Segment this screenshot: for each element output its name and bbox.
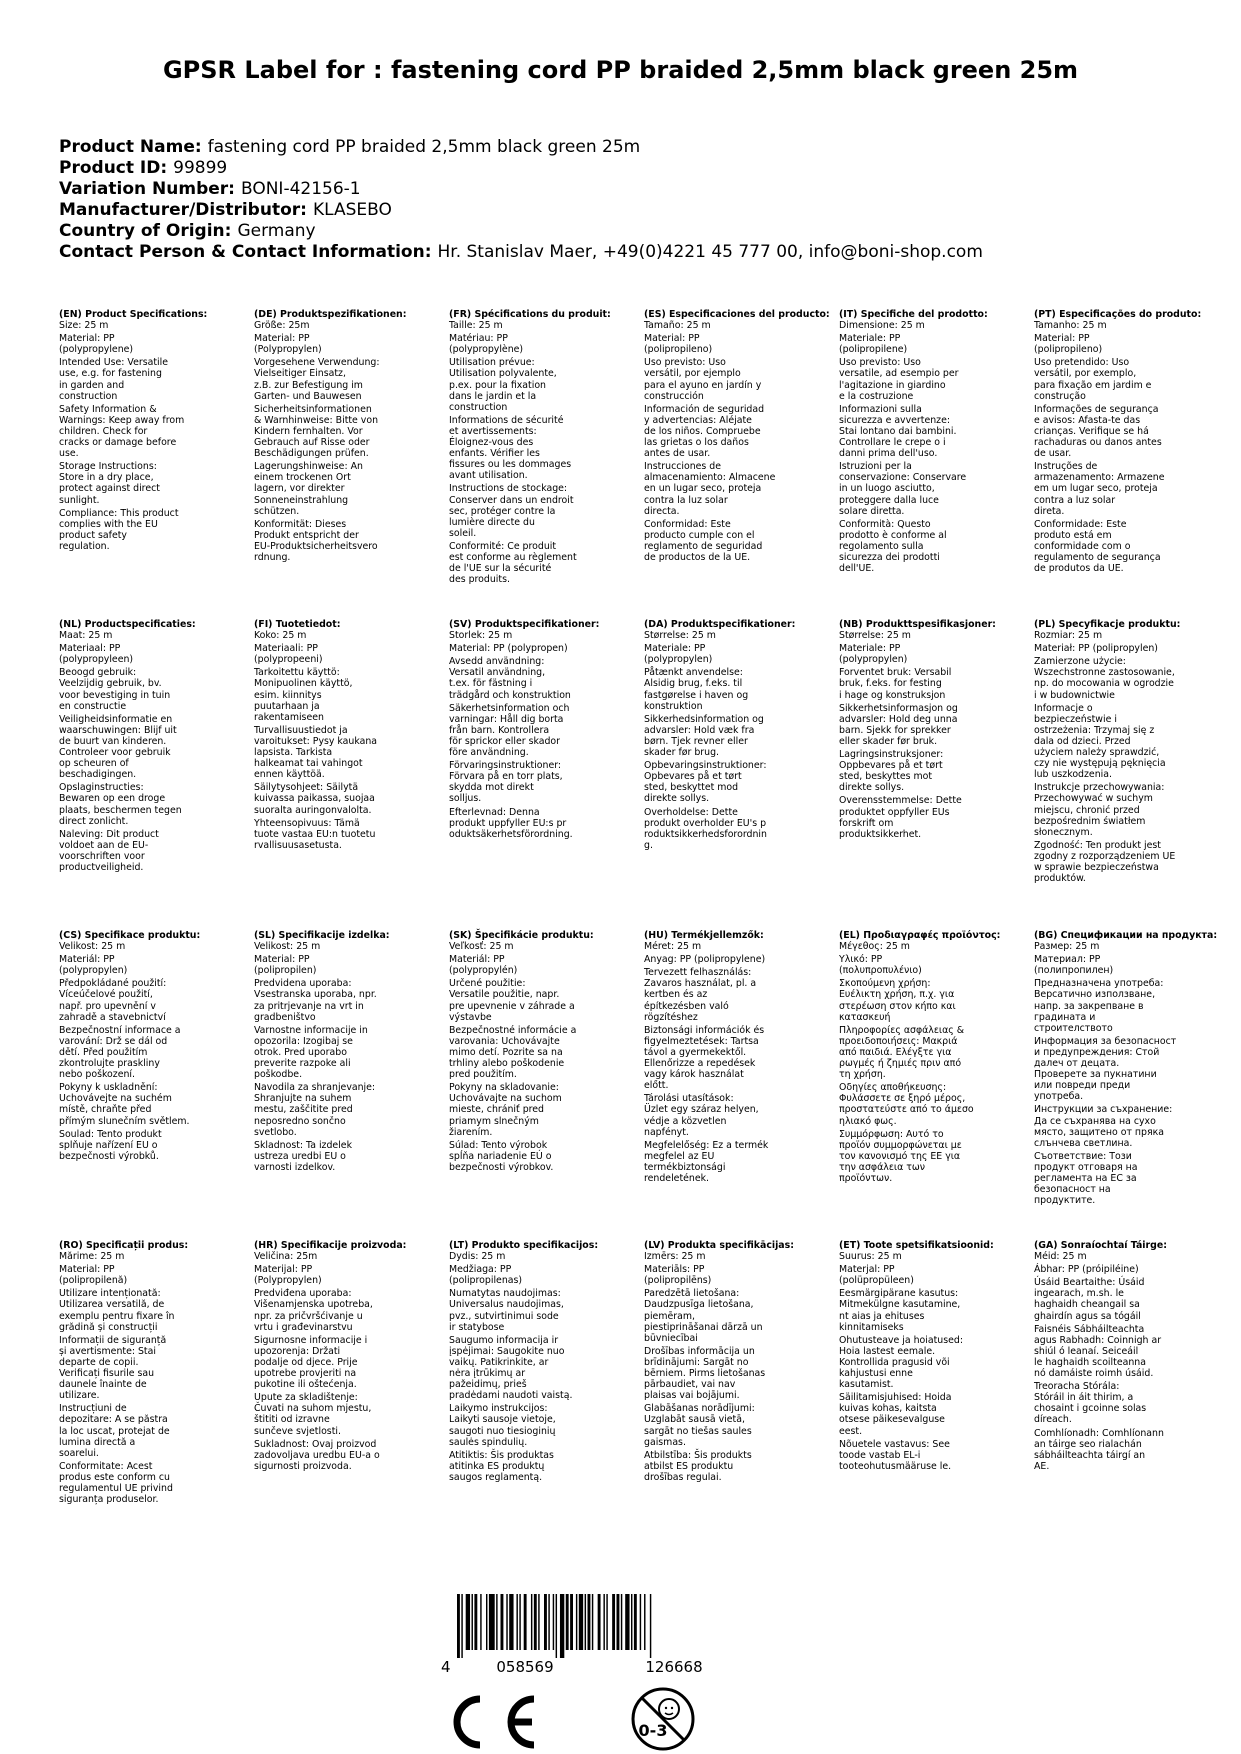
barcode-bar: [519, 1594, 520, 1650]
spec-paragraph: Πληροφορίες ασφάλειας & προειδοποιήσεις: Μακριά από παιδιά. Ελέγξτε για ρωγμές ή ζημιές πριν από τη χρήση.: [839, 1024, 965, 1081]
spec-heading: (LT) Produkto specifikacijos:: [449, 1240, 599, 1251]
info-value: BONI-42156-1: [240, 179, 361, 199]
spec-paragraph: Rozmiar: 25 m: [1034, 630, 1103, 642]
spec-block: [449, 619, 625, 842]
spec-paragraph: Méid: 25 m: [1034, 1251, 1087, 1263]
spec-paragraph: Overensstemmelse: Dette produktet oppfyller EUs forskrift om produktsikkerhet.: [839, 795, 962, 840]
info-label: Contact Person & Contact Information:: [59, 242, 432, 262]
info-label: Product ID:: [59, 158, 168, 178]
spec-paragraph: Bezpečnostné informácie a varovania: Uchovávajte mimo detí. Pozrite sa na trhliny alebo poškodenie pred použitím.: [449, 1024, 577, 1081]
spec-paragraph: Material: PP (polypropylene): [59, 333, 134, 356]
spec-paragraph: Beoogd gebruik: Veelzijdig gebruik, bv. voor bevestiging in tuin en constructie: [59, 667, 171, 712]
spec-paragraph: Veličina: 25m: [254, 1251, 318, 1263]
spec-heading: (CS) Specifikace produktu:: [59, 930, 201, 941]
barcode-bar: [524, 1594, 527, 1650]
spec-paragraph: Soulad: Tento produkt splňuje nařízení EU o bezpečnosti výrobků.: [59, 1128, 162, 1162]
spec-heading: (EL) Προδιαγραφές προϊόντος:: [839, 930, 1001, 941]
barcode-bar: [553, 1594, 554, 1650]
info-value: Hr. Stanislav Maer, +49(0)4221 45 777 00, info@boni-shop.com: [437, 242, 983, 262]
spec-paragraph: Megfelelőség: Ez a termék megfelel az EU termékbiztonsági rendeletének.: [644, 1139, 769, 1184]
spec-paragraph: Glabāšanas norādījumi: Uzglabāt sausā vietā, sargāt no tiešas saules gaismas.: [644, 1403, 755, 1448]
spec-paragraph: Numatytas naudojimas: Universalus naudojimas, pvz., sutvirtinimui sode ir statybose: [449, 1288, 564, 1333]
spec-paragraph: Instrukcje przechowywania: Przechowywać w suchym miejscu, chronić przed bezpośrednim światłem słonecznym.: [1034, 782, 1165, 838]
barcode-digits-right: 126668: [645, 1658, 703, 1674]
spec-paragraph: Zgodność: Ten produkt jest zgodny z rozporządzeniem UE w sprawie bezpieczeństwa produktów.: [1034, 839, 1176, 885]
spec-heading: (HU) Termékjellemzők:: [644, 930, 764, 941]
spec-block: [644, 1240, 820, 1485]
spec-paragraph: Material: PP (polypropen): [449, 643, 568, 655]
spec-paragraph: Μέγεθος: 25 m: [839, 941, 910, 953]
spec-paragraph: Συμμόρφωση: Αυτό το προϊόν συμμορφώνεται με τον κανονισμό της ΕΕ για την ασφάλεια των προϊόντων.: [839, 1128, 962, 1184]
spec-paragraph: Zamierzone użycie: Wszechstronne zastosowanie, np. do mocowania w ogrodzie i w budownictwie: [1034, 656, 1175, 701]
spec-block: [59, 1240, 235, 1507]
spec-paragraph: Yhteensopivuus: Tämä tuote vastaa EU:n tuotetu rvallisuusasetusta.: [254, 817, 376, 851]
barcode-bar: [612, 1594, 615, 1650]
barcode-bar: [606, 1594, 607, 1650]
spec-paragraph: Sigurnosne informacije i upozorenja: Držati podalje od djece. Prije upotrebe provjeriti na pukotine ili oštećenja.: [254, 1334, 368, 1391]
barcode-bar: [472, 1594, 473, 1650]
spec-block: [644, 309, 830, 565]
spec-paragraph: Medžiaga: PP (polipropilenas): [449, 1264, 523, 1287]
spec-paragraph: Säilytysohjeet: Säilytä kuivassa paikassa, suojaa suoralta auringonvalolta.: [254, 782, 375, 816]
barcode-bar: [466, 1594, 470, 1650]
spec-heading: (SV) Produktspecifikationer:: [449, 619, 600, 630]
spec-paragraph: Lagringsinstruksjoner: Oppbevares på et tørt sted, beskyttes mot direkte sollys.: [839, 749, 944, 794]
spec-block: [1034, 309, 1210, 576]
spec-paragraph: Ábhar: PP (próipiléine): [1034, 1264, 1139, 1276]
spec-paragraph: Předpokládané použití: Víceúčelové použití, např. pro upevnění v zahradě a stavebnictví: [59, 978, 167, 1023]
spec-heading: (FI) Tuotetiedot:: [254, 619, 341, 630]
spec-paragraph: Conformidade: Este produto está em conformidade com o regulamento de segurança de produtos da UE.: [1034, 518, 1161, 575]
spec-block: [839, 930, 1015, 1186]
age-warning-label: 0-3: [638, 1721, 668, 1740]
info-label: Product Name:: [59, 137, 202, 157]
spec-paragraph: Saugumo informacija ir įspėjimai: Saugokite nuo vaikų. Patikrinkite, ar nėra įtrūkimų ar pažeidimų, prieš pradėdami naudoti vaistą.: [449, 1334, 573, 1402]
spec-block: [254, 1240, 430, 1474]
barcode-bar: [474, 1594, 477, 1650]
spec-paragraph: Материал: PP (полипропилен): [1034, 954, 1114, 977]
barcode-bar: [556, 1594, 557, 1658]
spec-paragraph: Materiāls: PP (polipropilēns): [644, 1264, 712, 1287]
barcode-bar: [579, 1594, 583, 1650]
spec-paragraph: Materiale: PP (polypropylen): [644, 643, 713, 666]
barcode-bar: [531, 1594, 532, 1650]
spec-block: [59, 930, 235, 1164]
spec-paragraph: Material: PP (polipropileno): [1034, 333, 1103, 356]
spec-heading: (LV) Produkta specifikācijas:: [644, 1240, 794, 1251]
spec-paragraph: Skladnost: Ta izdelek ustreza uredbi EU o varnosti izdelkov.: [254, 1139, 353, 1173]
spec-paragraph: Tervezett felhasználás: Zavaros használat, pl. a kertben és az építkezésben való rögzítéshez: [644, 967, 757, 1023]
spec-paragraph: Materiál: PP (polypropylen): [59, 954, 128, 977]
spec-block: [59, 309, 235, 554]
barcode-bar: [631, 1594, 632, 1650]
spec-paragraph: Materiaal: PP (polypropyleen): [59, 643, 134, 666]
spec-paragraph: Material: PP (polipropileno): [644, 333, 713, 356]
barcode-bar: [576, 1594, 577, 1650]
contact-row: [59, 242, 983, 263]
spec-paragraph: Suurus: 25 m: [839, 1251, 902, 1263]
barcode-bar: [489, 1594, 495, 1650]
spec-paragraph: Dimensione: 25 m: [839, 320, 925, 332]
spec-block: [839, 309, 1015, 576]
barcode-digit-lead: 4: [441, 1658, 451, 1674]
spec-block: [839, 1240, 1015, 1474]
spec-paragraph: Laikymo instrukcijos: Laikyti sausoje vietoje, saugoti nuo tiesioginių saulės spindulių.: [449, 1403, 556, 1448]
spec-heading: (ES) Especificaciones del producto:: [644, 309, 830, 320]
barcode-bar: [506, 1594, 507, 1650]
spec-paragraph: Comhlíonadh: Comhlíonann an táirge seo rialachán sábháilteachta táirgí an AE.: [1034, 1427, 1164, 1472]
spec-paragraph: Tamanho: 25 m: [1034, 320, 1107, 332]
spec-paragraph: Инструкции за съхранение: Да се съхранява на сухо място, защитено от пряка слънчева светлина.: [1034, 1104, 1173, 1149]
spec-paragraph: Atbilstība: Šis produkts atbilst ES produktu drošības regulai.: [644, 1449, 752, 1483]
barcode-bar: [480, 1594, 481, 1650]
spec-paragraph: Lagerungshinweise: An einem trockenen Ort lagern, vor direkter Sonneneinstrahlung schützen.: [254, 461, 363, 517]
barcode-bar: [548, 1594, 549, 1650]
spec-paragraph: Σκοπούμενη χρήση: Ευέλικτη χρήση, π.χ. για στερέωση στον κήπο και κατασκευή: [839, 978, 956, 1023]
spec-block: [59, 619, 235, 875]
spec-paragraph: Koko: 25 m: [254, 630, 307, 642]
spec-paragraph: Overholdelse: Dette produkt overholder EU's p roduktsikkerhedsforordnin g.: [644, 806, 767, 851]
barcode-bar: [603, 1594, 604, 1650]
barcode-bar: [644, 1594, 645, 1650]
spec-paragraph: Taille: 25 m: [449, 320, 503, 332]
spec-paragraph: Úsáid Beartaithe: Úsáid ingearach, m.sh. le haghaidh cheangail sa ghairdín agus sa tógáil: [1034, 1277, 1145, 1322]
page-title: GPSR Label for : fastening cord PP braided 2,5mm black green 25m: [162, 56, 1079, 84]
spec-paragraph: Υλικό: PP (πολυπροπυλένιο): [839, 954, 922, 977]
spec-paragraph: Eesmärgipärane kasutus: Mitmekülgne kasutamine, nt aias ja ehituses kinnitamiseks: [839, 1288, 961, 1333]
spec-paragraph: Conformité: Ce produit est conforme au règlement de l'UE sur la sécurité des produits.: [449, 540, 577, 586]
spec-paragraph: Súlad: Tento výrobok spĺňa nariadenie EÚ o bezpečnosti výrobkov.: [449, 1139, 554, 1173]
spec-block: [644, 930, 820, 1186]
spec-paragraph: Mărime: 25 m: [59, 1251, 125, 1263]
info-label: Manufacturer/Distributor:: [59, 200, 307, 220]
spec-block: [449, 1240, 625, 1485]
spec-heading: (NB) Produkttspesifikasjoner:: [839, 619, 996, 630]
spec-paragraph: Størrelse: 25 m: [644, 630, 716, 642]
spec-paragraph: Vorgesehene Verwendung: Vielseitiger Einsatz, z.B. zur Befestigung im Garten- und Bauwesen: [254, 357, 380, 402]
spec-paragraph: Säkerhetsinformation och varningar: Håll dig borta från barn. Kontrollera för sprickor eller skador före användning.: [449, 702, 570, 759]
spec-heading: (NL) Productspecificaties:: [59, 619, 196, 630]
spec-heading: (DE) Produktspezifikationen:: [254, 309, 407, 320]
spec-paragraph: Maat: 25 m: [59, 630, 113, 642]
spec-paragraph: Velikost: 25 m: [254, 941, 321, 953]
barcode-bar: [457, 1594, 460, 1658]
barcode-bar: [461, 1594, 462, 1658]
spec-paragraph: Instrucțiuni de depozitare: A se păstra la loc uscat, protejat de lumina directă a soarelui.: [59, 1403, 170, 1459]
spec-paragraph: Informații de siguranță și avertismente: Stai departe de copii. Verificați fisurile sau daunele înainte de utilizare.: [59, 1334, 167, 1402]
spec-paragraph: Upute za skladištenje: Čuvati na suhom mjestu, štititi od izravne sunčeve svjetlosti.: [254, 1392, 372, 1437]
barcode-bar: [538, 1594, 539, 1650]
spec-paragraph: Bezpečnostní informace a varování: Drž se dál od dětí. Před použitím zkontrolujte praskliny nebo poškození.: [59, 1024, 181, 1081]
spec-block: [644, 619, 820, 853]
spec-paragraph: Sukladnost: Ovaj proizvod zadovoljava uredbu EU-a o sigurnosti proizvoda.: [254, 1438, 380, 1472]
spec-paragraph: Größe: 25m: [254, 320, 310, 332]
spec-paragraph: Naleving: Dit product voldoet aan de EU- voorschriften voor productveiligheid.: [59, 828, 159, 873]
variation-number-row: [59, 179, 983, 200]
barcode-bar: [588, 1594, 591, 1650]
barcode-bar: [570, 1594, 573, 1650]
spec-paragraph: Navodila za shranjevanje: Shranjujte na suhem mestu, zaščitite pred neposredno sončno svetlobo.: [254, 1082, 376, 1138]
spec-heading: (DA) Produktspecifikationer:: [644, 619, 796, 630]
spec-paragraph: Materiaali: PP (polypropeeni): [254, 643, 323, 666]
spec-paragraph: Предназначена употреба: Версатично използване, напр. за закрепване в градината и строителството: [1034, 978, 1164, 1034]
spec-paragraph: Varnostne informacije in opozorila: Izogibaj se otrok. Pred uporabo preverite razpoke ali poškodbe.: [254, 1024, 368, 1081]
barcode-bar: [544, 1594, 547, 1650]
spec-paragraph: Sikkerhedsinformation og advarsler: Hold væk fra børn. Tjek revner eller skader før brug.: [644, 713, 764, 759]
barcode-bar: [560, 1594, 564, 1658]
spec-paragraph: Conformità: Questo prodotto è conforme al regolamento sulla sicurezza dei prodotti dell'UE.: [839, 518, 947, 575]
info-label: Country of Origin:: [59, 221, 232, 241]
spec-heading: (EN) Product Specifications:: [59, 309, 208, 320]
spec-heading: (PL) Specyfikacje produktu:: [1034, 619, 1181, 630]
spec-paragraph: Размер: 25 m: [1034, 941, 1100, 953]
spec-paragraph: Instruções de armazenamento: Armazene em um lugar seco, proteja contra a luz solar direta.: [1034, 461, 1165, 517]
barcode-bar: [566, 1594, 569, 1650]
spec-block: [449, 930, 625, 1175]
spec-heading: (RO) Specificații produs:: [59, 1240, 189, 1251]
spec-paragraph: Material: PP (Polypropylen): [254, 333, 322, 356]
info-value: 99899: [173, 158, 228, 178]
spec-paragraph: Ohutusteave ja hoiatused: Hoia lastest eemale. Kontrollida pragusid või kahjustusi enne kasutamist.: [839, 1334, 963, 1391]
info-value: fastening cord PP braided 2,5mm black green 25m: [207, 137, 641, 157]
spec-heading: (ET) Toote spetsifikatsioonid:: [839, 1240, 994, 1251]
spec-paragraph: Méret: 25 m: [644, 941, 702, 953]
product-id-row: [59, 158, 983, 179]
spec-paragraph: Materiale: PP (polipropilene): [839, 333, 908, 356]
manufacturer-row: [59, 200, 983, 221]
spec-paragraph: Material: PP (polipropilen): [254, 954, 317, 977]
spec-paragraph: Izmērs: 25 m: [644, 1251, 706, 1263]
spec-paragraph: Turvallisuustiedot ja varoitukset: Pysy kaukana lapsista. Tarkista halkeamat tai vahingot ennen käyttöä.: [254, 724, 378, 781]
spec-paragraph: Drošības informācija un brīdinājumi: Sargāt no bērniem. Pirms lietošanas pārbaudiet, vai nav plaisas vai bojājumi.: [644, 1345, 766, 1402]
spec-block: [1034, 930, 1218, 1208]
spec-paragraph: Informations de sécurité et avertissements: Éloignez-vous des enfants. Vérifier les fissures ou les dommages avant utilisation.: [449, 414, 572, 482]
spec-heading: (FR) Spécifications du produit:: [449, 309, 611, 320]
spec-paragraph: Safety Information & Warnings: Keep away from children. Check for cracks or damage before use.: [59, 403, 185, 460]
spec-paragraph: Veiligheidsinformatie en waarschuwingen: Blijf uit de buurt van kinderen. Controleer voor gebruik op scheuren of beschadigingen.: [59, 713, 177, 781]
spec-paragraph: Tárolási utasítások: Üzlet egy száraz helyen, védje a közvetlen napfényt.: [644, 1093, 759, 1138]
spec-paragraph: Tamaño: 25 m: [644, 320, 711, 332]
product-info: [59, 137, 983, 263]
spec-block: [254, 309, 430, 565]
product-name-row: [59, 137, 983, 158]
not-for-children-under-3-icon: [627, 1686, 699, 1752]
spec-paragraph: Istruzioni per la conservazione: Conservare in un luogo asciutto, proteggere dalla luce solare diretta.: [839, 461, 967, 517]
spec-paragraph: Sikkerhetsinformasjon og advarsler: Hold deg unna barn. Sjekk for sprekker eller skader før bruk.: [839, 702, 958, 747]
spec-paragraph: Intended Use: Versatile use, e.g. for fastening in garden and construction: [59, 357, 168, 402]
barcode-bar: [640, 1594, 641, 1650]
spec-paragraph: Uso pretendido: Uso versátil, por exemplo, para fixação em jardim e construção: [1034, 357, 1152, 402]
spec-paragraph: Paredzētā lietošana: Daudzpusīga lietošana, piemēram, piestiprināšanai dārzā un būvniecībai: [644, 1288, 763, 1344]
ce-mark-icon: [452, 1693, 544, 1751]
spec-block: [254, 930, 430, 1175]
spec-paragraph: Treoracha Stórála: Stóráil in áit thirim, a chosaint i gcoinne solas díreach.: [1034, 1381, 1147, 1426]
spec-paragraph: Información de seguridad y advertencias: Aléjate de los niños. Compruebe las grietas o los daños antes de usar.: [644, 403, 765, 460]
spec-paragraph: Faisnéis Sábháilteachta agus Rabhadh: Coinnigh ar shiúl ó leanaí. Seiceáil le haghaidh scoilteanna nó damáiste roimh úsáid.: [1034, 1323, 1162, 1380]
spec-heading: (HR) Specifikacije proizvoda:: [254, 1240, 407, 1251]
spec-paragraph: Conformidad: Este producto cumple con el reglamento de seguridad de productos de la UE.: [644, 518, 763, 563]
spec-paragraph: Compliance: This product complies with the EU product safety regulation.: [59, 507, 179, 552]
spec-paragraph: Информация за безопасност и предупреждения: Стой далеч от децата. Проверете за пукнатини или повреди преди употреба.: [1034, 1035, 1177, 1103]
spec-paragraph: Predviđena uporaba: Višenamjenska upotreba, npr. za pričvršćivanje u vrtu i građevinarstvu: [254, 1288, 373, 1333]
spec-paragraph: Informacje o bezpieczeństwie i ostrzeżenia: Trzymaj się z dala od dzieci. Przed użyciem należy sprawdzić, czy nie występują pęknięcia lub uszkodzenia.: [1034, 702, 1166, 781]
spec-paragraph: Οδηγίες αποθήκευσης: Φυλάσσετε σε ξηρό μέρος, προστατεύστε από το άμεσο ηλιακό φως.: [839, 1082, 974, 1127]
barcode-bar: [496, 1594, 497, 1650]
country-of-origin-row: [59, 221, 983, 242]
spec-heading: (IT) Specifiche del prodotto:: [839, 309, 988, 320]
spec-paragraph: Avsedd användning: Versatil användning, t.ex. för fästning i trädgård och konstruktion: [449, 656, 571, 701]
spec-paragraph: Materijal: PP (Polypropylen): [254, 1264, 322, 1287]
spec-paragraph: Informazioni sulla sicurezza e avvertenze: Stai lontano dai bambini. Controllare le crepe o i danni prima dell'uso.: [839, 403, 957, 460]
spec-paragraph: Utilisation prévue: Utilisation polyvalente, p.ex. pour la fixation dans le jardin et la construction: [449, 357, 557, 413]
spec-paragraph: Förvaringsinstruktioner: Förvara på en torr plats, skydda mot direkt solljus.: [449, 760, 563, 805]
spec-paragraph: Konformität: Dieses Produkt entspricht der EU-Produktsicherheitsvero rdnung.: [254, 518, 378, 563]
spec-paragraph: Predvidena uporaba: Vsestranska uporaba, npr. za pritrjevanje na vrt in gradbeništvo: [254, 978, 377, 1023]
barcode-bar: [516, 1594, 517, 1650]
spec-heading: (SK) Špecifikácie produktu:: [449, 930, 594, 941]
spec-paragraph: Uso previsto: Uso versátil, por ejemplo para el ayuno en jardín y construcción: [644, 357, 762, 402]
spec-paragraph: Instrucciones de almacenamiento: Almacene en un lugar seco, proteja contra la luz solar directa.: [644, 461, 776, 517]
spec-paragraph: Matériau: PP (polypropylène): [449, 333, 524, 356]
spec-paragraph: Material: PP (polipropilenă): [59, 1264, 128, 1287]
info-value: Germany: [237, 221, 316, 241]
spec-paragraph: Size: 25 m: [59, 320, 109, 332]
spec-paragraph: Pokyny na skladovanie: Uchovávajte na suchom mieste, chrániť pred priamym slnečným žiarením.: [449, 1082, 562, 1138]
spec-heading: (PT) Especificações do produto:: [1034, 309, 1202, 320]
spec-block: [839, 619, 1015, 842]
spec-paragraph: Instructions de stockage: Conserver dans un endroit sec, protéger contre la lumière directe du soleil.: [449, 483, 574, 539]
spec-paragraph: Størrelse: 25 m: [839, 630, 911, 642]
spec-paragraph: Materiale: PP (polypropylen): [839, 643, 908, 666]
spec-paragraph: Biztonsági információk és figyelmeztetések: Tartsa távol a gyermekektől. Ellenőrizze a repedések vagy károk használat előtt.: [644, 1024, 765, 1092]
spec-block: [254, 619, 430, 853]
spec-paragraph: Съответствие: Този продукт отговаря на регламента на ЕС за безопасност на продуктите.: [1034, 1150, 1138, 1207]
barcode-bar: [598, 1594, 601, 1650]
spec-paragraph: Informações de segurança e avisos: Afasta-te das crianças. Verifique se há rachaduras ou danos antes de usar.: [1034, 403, 1162, 460]
barcode-bar: [634, 1594, 637, 1650]
spec-paragraph: Velikost: 25 m: [59, 941, 126, 953]
barcode-bar: [534, 1594, 537, 1650]
spec-paragraph: Tarkoitettu käyttö: Monipuolinen käyttö, esim. kiinnitys puutarhaan ja rakentamiseen: [254, 667, 353, 723]
spec-block: [449, 309, 625, 587]
barcode-bar: [509, 1594, 513, 1650]
spec-paragraph: Säilitamisjuhised: Hoida kuivas kohas, kaitsta otsese päikesevalguse eest.: [839, 1392, 952, 1437]
barcode-bar: [486, 1594, 487, 1650]
spec-paragraph: Utilizare intenționată: Utilizarea versatilă, de exemplu pentru fixare în grădină și construcții: [59, 1288, 175, 1333]
spec-paragraph: Určené použitie: Versatile použitie, napr. pre upevnenie v záhrade a výstavbe: [449, 978, 575, 1023]
spec-paragraph: Opbevaringsinstruktioner: Opbevares på et tørt sted, beskyttet mod direkte sollys.: [644, 760, 767, 805]
spec-paragraph: Materjal: PP (polüpropüleen): [839, 1264, 914, 1287]
spec-paragraph: Atitiktis: Šis produktas atitinka ES produktų saugos reglamentą.: [449, 1449, 554, 1483]
spec-paragraph: Materiał: PP (polipropylen): [1034, 643, 1158, 655]
spec-paragraph: Dydis: 25 m: [449, 1251, 506, 1263]
spec-paragraph: Storage Instructions: Store in a dry place, protect against direct sunlight.: [59, 461, 160, 506]
info-label: Variation Number:: [59, 179, 235, 199]
spec-paragraph: Materiál: PP (polypropylén): [449, 954, 518, 977]
barcode-bar: [625, 1594, 629, 1650]
barcode-bar: [650, 1594, 651, 1658]
info-value: KLASEBO: [312, 200, 392, 220]
barcode-bar: [592, 1594, 593, 1650]
spec-paragraph: Anyag: PP (polipropylene): [644, 954, 766, 966]
spec-paragraph: Pokyny k uskladnění: Uchovávejte na suchém místě, chraňte před přímým slunečním světlem.: [59, 1082, 190, 1127]
spec-block: [1034, 1240, 1210, 1474]
spec-paragraph: Conformitate: Acest produs este conform cu regulamentul UE privind siguranța produselor.: [59, 1460, 173, 1506]
spec-paragraph: Påtænkt anvendelse: Alsidig brug, f.eks. til fastgørelse i haven og konstruktion: [644, 667, 749, 712]
spec-paragraph: Nõuetele vastavus: See toode vastab EL-i tooteohutusmääruse le.: [839, 1438, 952, 1472]
barcode-bar: [621, 1594, 622, 1650]
spec-paragraph: Opslaginstructies: Bewaren op een droge plaats, beschermen tegen direct zonlicht.: [59, 782, 182, 827]
barcode-bar: [585, 1594, 586, 1650]
spec-paragraph: Storlek: 25 m: [449, 630, 513, 642]
ean-barcode: [437, 1592, 750, 1674]
spec-paragraph: Efterlevnad: Denna produkt uppfyller EU:s pr oduktsäkerhetsförordning.: [449, 806, 573, 840]
spec-paragraph: Forventet bruk: Versabil bruk, f.eks. for festing i hage og konstruksjon: [839, 667, 952, 701]
barcode-digits-left: 058569: [496, 1658, 554, 1674]
spec-paragraph: Sicherheitsinformationen & Warnhinweise: Bitte von Kindern fernhalten. Vor Gebrauch auf Risse oder Beschädigungen prüfen.: [254, 403, 379, 460]
barcode-bar: [617, 1594, 620, 1650]
spec-paragraph: Veľkosť: 25 m: [449, 941, 514, 953]
barcode-bar: [501, 1594, 504, 1650]
spec-heading: (BG) Спецификации на продукта:: [1034, 930, 1218, 941]
barcode-bars: [457, 1594, 651, 1658]
spec-heading: (SL) Specifikacije izdelka:: [254, 930, 390, 941]
spec-block: [1034, 619, 1210, 886]
spec-heading: (GA) Sonraíochtaí Táirge:: [1034, 1240, 1167, 1251]
spec-paragraph: Uso previsto: Uso versatile, ad esempio per l'agitazione in giardino e la costruzione: [839, 357, 959, 402]
